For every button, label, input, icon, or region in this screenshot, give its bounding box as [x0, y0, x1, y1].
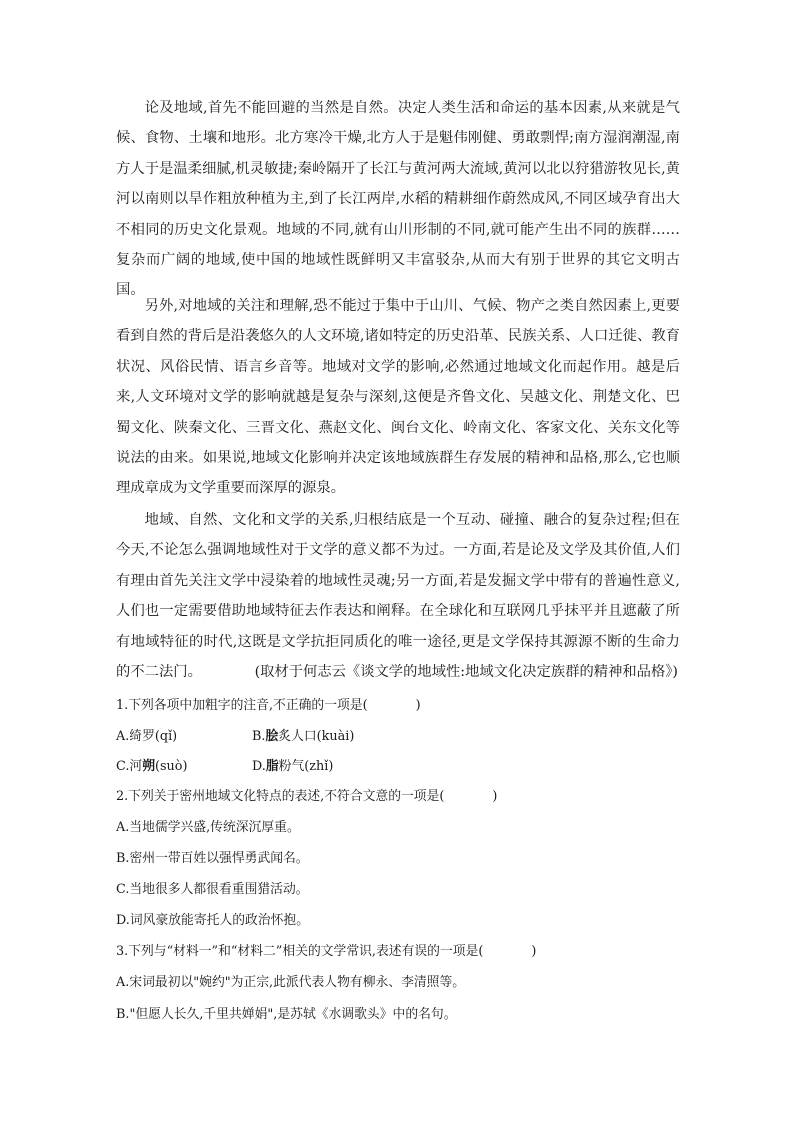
- question-2-stem: 2.下列关于密州地域文化特点的表述,不符合文意的一项是( ): [116, 789, 498, 804]
- article-source: (取材于何志云《谈文学的地域性:地域文化决定族群的精神和品格》): [254, 664, 678, 680]
- article-paragraph-3: 地域、自然、文化和文学的关系,归根结底是一个互动、碰撞、融合的复杂过程;但在今天,不论怎么强调地域性对于文学的意义都不为过。一方面,若是论及文学及其价值,人们有理由首先关注文学中浸染着的地域性灵魂;另一方面,若是发掘文学中带有的普遍性意义,人们也一定需要借助地域特征去作表达和阐释。在全球化和互联网几乎抹平并且遮蔽了所有地域特征的时代,这既是文学抗拒同质化的唯一途径,更是文学保持其源源不断的生命力的不二法门。: [116, 512, 680, 681]
- article-paragraph-1: 论及地域,首先不能回避的当然是自然。决定人类生活和命运的基本因素,从来就是气候、食物、土壤和地形。北方寒冷干燥,北方人于是魁伟刚健、勇敢剽悍;南方湿润潮湿,南方人于是温柔细腻,机灵敏捷;秦岭隔开了长江与黄河两大流域,黄河以北以狩猎游牧见长,黄河以南则以旱作粗放种植为主,到了长江两岸,水稻的精耕细作蔚然成风,不同区域孕育出大不相同的历史文化景观。地域的不同,就有山川形制的不同,就可能产生出不同的族群……复杂而广阔的地域,使中国的地域性既鲜明又丰富驳杂,从而大有别于世界的其它文明古国。: [116, 100, 680, 299]
- article-paragraph-2: 另外,对地域的关注和理解,恐不能过于集中于山川、气候、物产之类自然因素上,更要看到自然的背后是沿袭悠久的人文环境,诸如特定的历史沿革、民族关系、人口迁徙、教育状况、风俗民情、语言乡音等。地域对文学的影响,必然通过地域文化而起作用。越是后来,人文环境对文学的影响就越是复杂与深刻,这便是齐鲁文化、吴越文化、荆楚文化、巴蜀文化、陕秦文化、三晋文化、燕赵文化、闽台文化、岭南文化、客家文化、关东文化等说法的由来。如果说,地域文化影响并决定该地域族群生存发展的精神和品格,那么,它也顺理成章成为文学重要而深厚的源泉。: [116, 298, 680, 497]
- question-1-option-a: A.绮罗(qǐ): [116, 729, 178, 744]
- question-3-stem: 3.下列与“材料一”和“材料二”相关的文学常识,表述有误的一项是( ): [116, 944, 537, 959]
- question-1-option-d: D.脂粉气(zhǐ): [252, 759, 334, 774]
- question-2-option-c: C.当地很多人都很看重围猎活动。: [116, 882, 309, 897]
- question-1-option-b: B.脍炙人口(kuài): [252, 729, 355, 744]
- question-3-option-a: A.宋词最初以"婉约"为正宗,此派代表人物有柳永、李清照等。: [116, 975, 466, 990]
- question-1-option-c: C.河朔(suò): [116, 759, 188, 774]
- question-1-options-ab: [116, 727, 355, 747]
- question-1-options-cd: [116, 757, 334, 777]
- question-3-option-b: B."但愿人长久,千里共婵娟",是苏轼《水调歌头》中的名句。: [116, 1007, 457, 1022]
- question-2-option-b: B.密州一带百姓以强悍勇武闻名。: [116, 851, 309, 866]
- question-2-option-d: D.词风豪放能寄托人的政治怀抱。: [116, 913, 310, 928]
- question-2-option-a: A.当地儒学兴盛,传统深沉厚重。: [116, 820, 300, 835]
- question-1-stem: 1.下列各项中加粗字的注音,不正确的一项是( ): [116, 698, 421, 713]
